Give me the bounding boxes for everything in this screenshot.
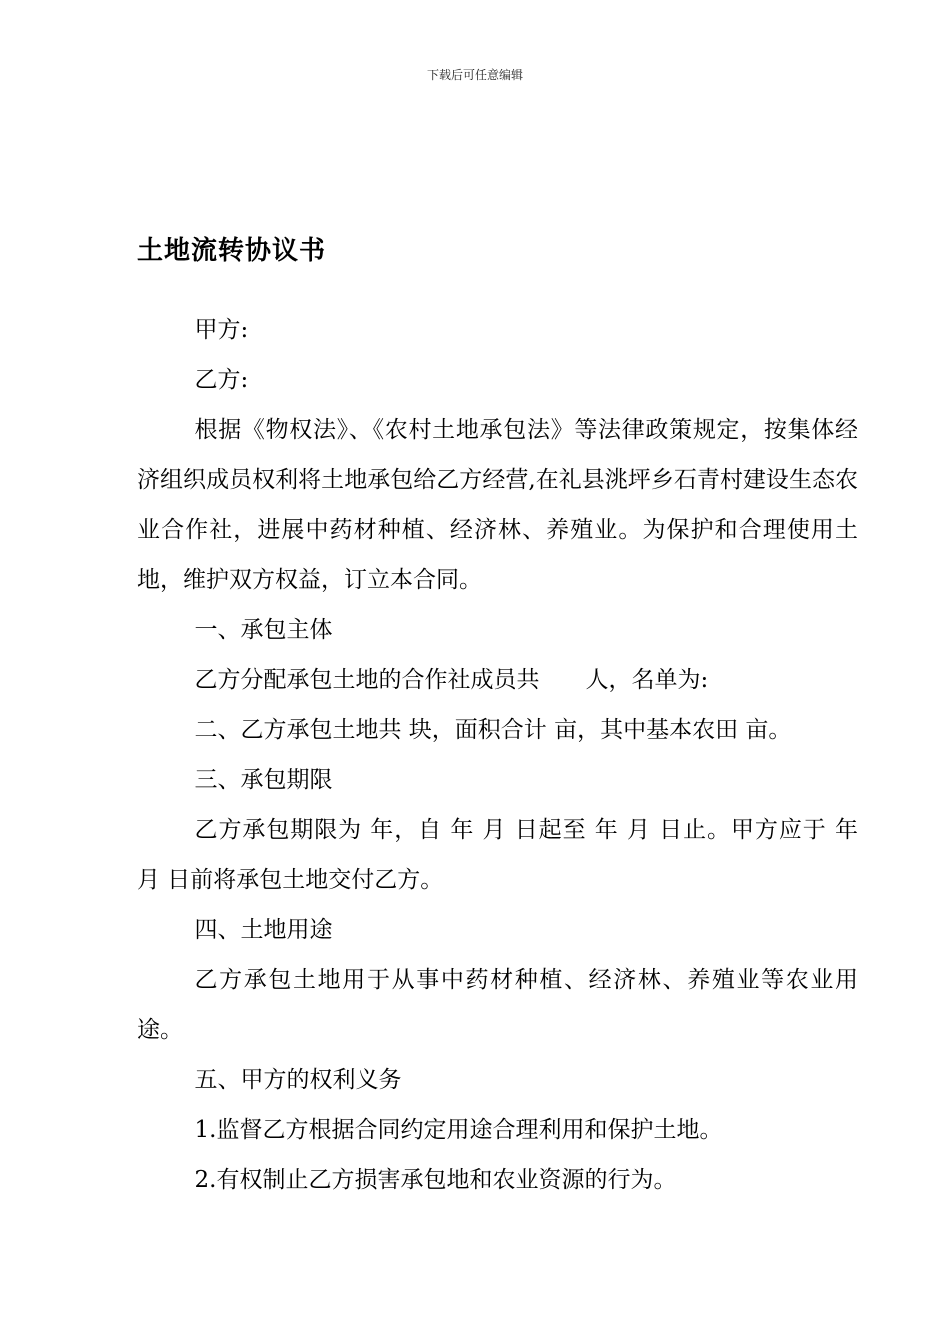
paragraph-party-b: 乙方: — [194, 367, 249, 393]
paragraph-party-a: 甲方: — [194, 317, 249, 343]
document-title: 土地流转协议书 — [137, 236, 327, 266]
document-body — [137, 305, 858, 1205]
section-heading-party-a-rights: 五、甲方的权利义务 — [194, 1067, 402, 1093]
page-header-note: 下载后可任意编辑 — [426, 68, 523, 82]
section-land-area: 二、乙方承包土地共 块，面积合计 亩，其中基本农田 亩。 — [194, 717, 792, 743]
paragraph-land-use: 乙方承包土地用于从事中药材种植、经济林、养殖业等农业用途。 — [137, 967, 858, 1043]
paragraph-preamble: 根据《物权法》、《农村土地承包法》等法律政策规定，按集体经济组织成员权利将土地承包给乙方经营,在礼县洮坪乡石青村建设生态农业合作社，进展中药材种植、经济林、养殖业。为保护和合理使用土地，维护双方权益，订立本合同。 — [137, 417, 858, 593]
list-item-supervise: 1.监督乙方根据合同约定用途合理利用和保护土地。 — [194, 1117, 723, 1143]
list-item-stop-damage: 2.有权制止乙方损害承包地和农业资源的行为。 — [194, 1167, 677, 1193]
section-heading-term: 三、承包期限 — [194, 767, 333, 793]
paragraph-term: 乙方承包期限为 年，自 年 月 日起至 年 月 日止。甲方应于 年 月 日前将承包土地交付乙方。 — [137, 817, 858, 893]
section-heading-land-use: 四、土地用途 — [194, 917, 333, 943]
paragraph-members: 乙方分配承包土地的合作社成员共 人，名单为: — [194, 667, 709, 693]
section-heading-contractor: 一、承包主体 — [194, 617, 333, 643]
